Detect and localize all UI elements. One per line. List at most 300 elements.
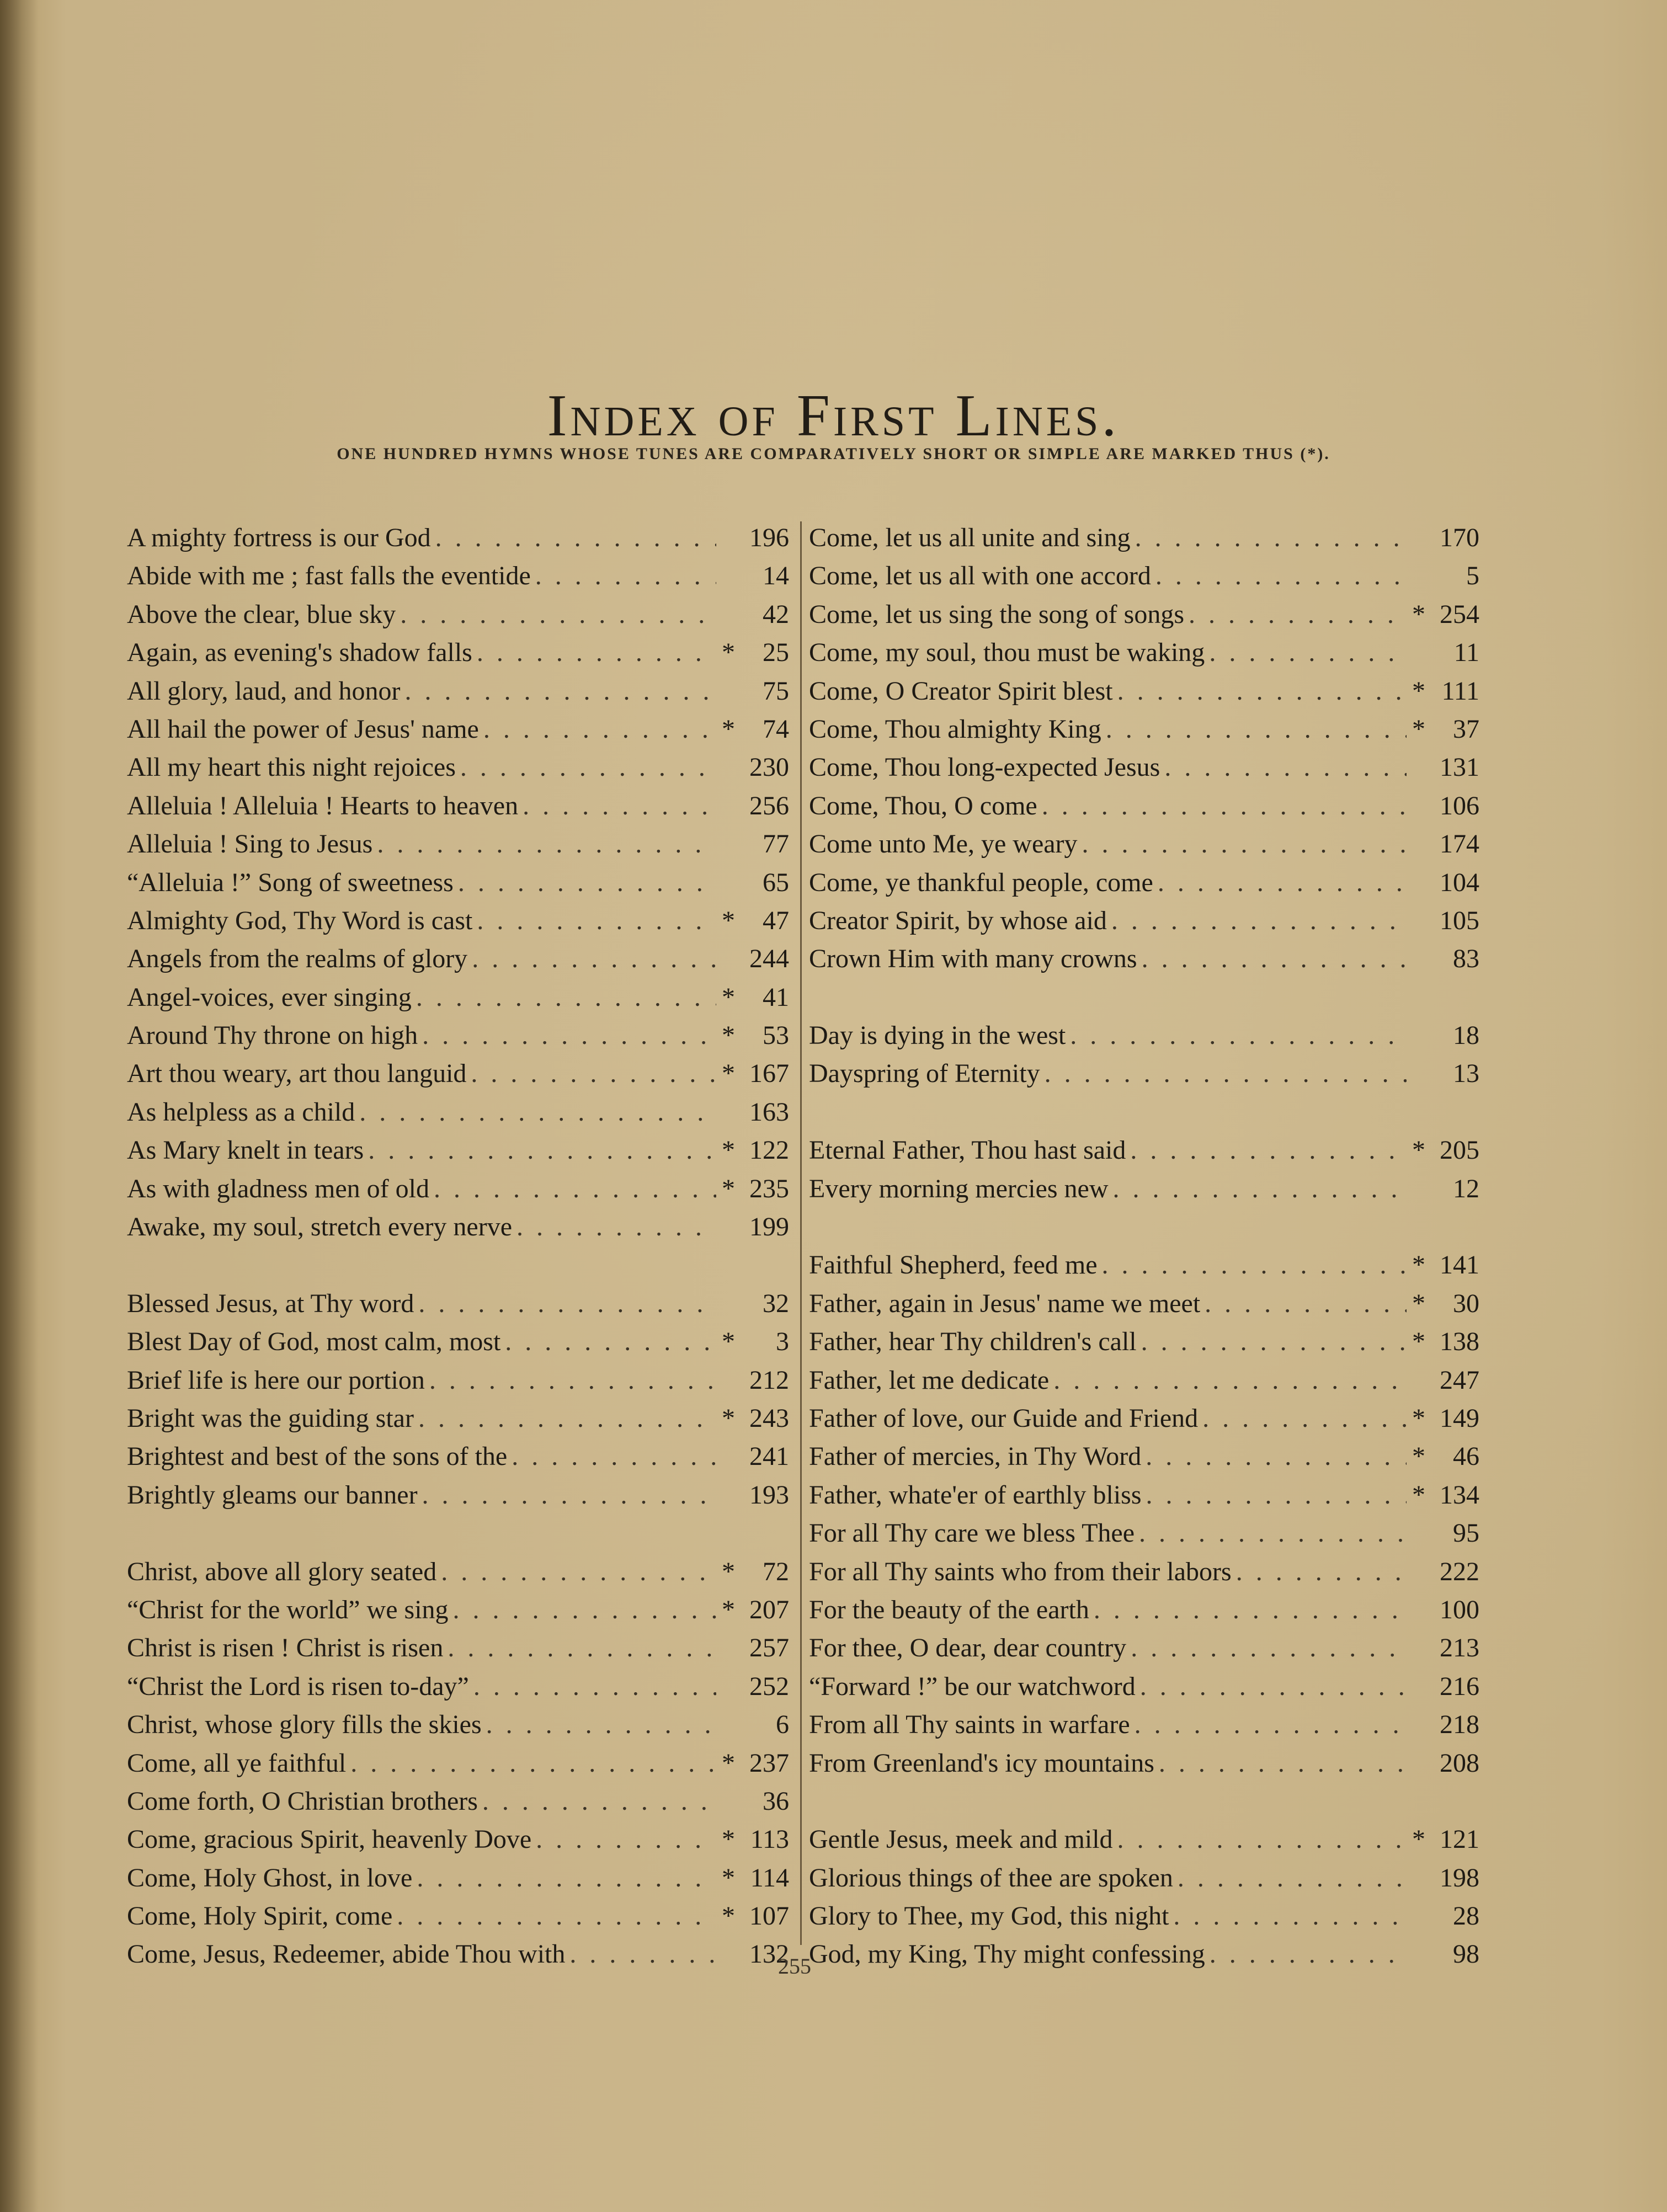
- first-line-text: Brightest and best of the sons of the: [127, 1442, 508, 1472]
- index-entry: [809, 1054, 1479, 1092]
- hymn-number: 65: [763, 867, 789, 897]
- first-line-text: Above the clear, blue sky: [127, 599, 396, 629]
- hymn-number: 42: [763, 599, 789, 629]
- short-tune-mark: *: [1412, 714, 1425, 744]
- dot-leader: [1141, 1323, 1407, 1361]
- first-line-text: Come, Holy Spirit, come: [127, 1901, 393, 1931]
- first-line-text: Father, whate'er of earthly bliss: [809, 1480, 1142, 1510]
- hymn-number: 72: [763, 1557, 789, 1586]
- short-tune-mark: *: [722, 1059, 735, 1089]
- short-tune-mark: *: [722, 1327, 735, 1357]
- first-line-text: As Mary knelt in tears: [127, 1136, 364, 1165]
- short-tune-mark: *: [722, 1403, 735, 1433]
- dot-leader: [460, 748, 716, 786]
- first-line-text: Crown Him with many crowns: [809, 944, 1137, 974]
- first-line-text: All glory, laud, and honor: [127, 676, 401, 706]
- dot-leader: [448, 1629, 716, 1667]
- index-entry: [127, 1170, 789, 1208]
- dot-leader: [535, 557, 716, 595]
- hymn-number: 163: [749, 1097, 789, 1127]
- hymn-number: 32: [763, 1288, 789, 1318]
- index-entry: [809, 1897, 1479, 1935]
- hymn-number: 30: [1453, 1288, 1479, 1318]
- first-line-text: Come, Holy Ghost, in love: [127, 1863, 413, 1893]
- dot-leader: [483, 710, 716, 748]
- index-entry: [127, 519, 789, 557]
- first-line-text: Come, Jesus, Redeemer, abide Thou with: [127, 1939, 566, 1969]
- dot-leader: [434, 1170, 716, 1208]
- index-entry: [127, 940, 789, 978]
- index-entry: [127, 1782, 789, 1820]
- short-tune-mark: *: [722, 1748, 735, 1778]
- dot-leader: [1236, 1553, 1407, 1591]
- hymn-number: 237: [749, 1748, 789, 1778]
- first-line-text: Father of mercies, in Thy Word: [809, 1442, 1142, 1472]
- short-tune-mark: *: [1412, 1442, 1425, 1472]
- short-tune-mark: *: [722, 982, 735, 1012]
- first-line-text: Again, as evening's shadow falls: [127, 638, 472, 668]
- index-entry: [127, 1016, 789, 1054]
- index-column-right: [809, 519, 1479, 1974]
- short-tune-mark: *: [1412, 599, 1425, 629]
- hymn-number: 131: [1440, 753, 1479, 782]
- dot-leader: [1042, 787, 1407, 825]
- dot-leader: [1159, 1744, 1407, 1782]
- hymn-number: 199: [749, 1212, 789, 1242]
- dot-leader: [1209, 633, 1407, 671]
- section-gap: [127, 1514, 789, 1552]
- first-line-text: Brightly gleams our banner: [127, 1480, 418, 1510]
- column-divider: [800, 521, 802, 1945]
- short-tune-mark: *: [722, 1863, 735, 1893]
- hymn-number: 104: [1440, 867, 1479, 897]
- hymn-number: 114: [750, 1863, 789, 1893]
- index-entry: [127, 1323, 789, 1361]
- dot-leader: [1070, 1016, 1407, 1054]
- first-line-text: Come, all ye faithful: [127, 1748, 347, 1778]
- first-line-text: Day is dying in the west: [809, 1021, 1066, 1051]
- hymn-number: 12: [1453, 1174, 1479, 1203]
- dot-leader: [523, 787, 716, 825]
- dot-leader: [1202, 1399, 1407, 1437]
- dot-leader: [1053, 1361, 1407, 1399]
- hymn-number: 3: [776, 1327, 789, 1357]
- hymn-number: 134: [1440, 1480, 1479, 1510]
- index-entry: [127, 1591, 789, 1629]
- index-entry: [127, 1476, 789, 1514]
- short-tune-mark: *: [722, 905, 735, 935]
- index-entry: [809, 1016, 1479, 1054]
- first-line-text: Come, Thou, O come: [809, 791, 1037, 820]
- dot-leader: [435, 519, 716, 557]
- hymn-number: 244: [749, 944, 789, 974]
- first-line-text: Father, hear Thy children's call: [809, 1327, 1137, 1357]
- first-line-text: Father, again in Jesus' name we meet: [809, 1288, 1201, 1318]
- dot-leader: [516, 1208, 716, 1246]
- hymn-number: 141: [1440, 1250, 1479, 1280]
- dot-leader: [536, 1820, 716, 1858]
- first-line-text: Come forth, O Christian brothers: [127, 1786, 478, 1816]
- hymn-number: 196: [749, 523, 789, 552]
- index-entry: [127, 1744, 789, 1782]
- index-entry: [127, 864, 789, 902]
- hymn-number: 252: [749, 1671, 789, 1701]
- hymn-number: 218: [1440, 1710, 1479, 1740]
- first-line-text: Around Thy throne on high: [127, 1021, 418, 1051]
- dot-leader: [359, 1093, 716, 1131]
- dot-leader: [418, 1399, 716, 1437]
- dot-leader: [1135, 519, 1407, 557]
- index-entry: [809, 1246, 1479, 1284]
- dot-leader: [1111, 902, 1407, 940]
- first-line-text: Angel-voices, ever singing: [127, 982, 412, 1012]
- index-entry: [127, 1705, 789, 1744]
- hymn-number: 77: [763, 829, 789, 859]
- hymn-number: 37: [1453, 714, 1479, 744]
- index-entry: [127, 787, 789, 825]
- index-entry: [809, 940, 1479, 978]
- section-gap: [809, 1208, 1479, 1246]
- index-entry: [809, 519, 1479, 557]
- index-entry: [809, 748, 1479, 786]
- index-entry: [809, 1514, 1479, 1552]
- hymn-number: 207: [749, 1595, 789, 1624]
- first-line-text: For all Thy care we bless Thee: [809, 1518, 1135, 1548]
- index-entry: [809, 1361, 1479, 1399]
- index-entry: [127, 825, 789, 863]
- dot-leader: [1112, 1170, 1407, 1208]
- dot-leader: [422, 1476, 716, 1514]
- dot-leader: [1117, 1820, 1407, 1858]
- short-tune-mark: *: [722, 1021, 735, 1051]
- short-tune-mark: *: [1412, 1250, 1425, 1280]
- dot-leader: [477, 902, 716, 940]
- hymn-number: 106: [1440, 791, 1479, 820]
- short-tune-mark: *: [722, 1174, 735, 1203]
- index-entry: [809, 595, 1479, 633]
- hymn-number: 198: [1440, 1863, 1479, 1893]
- first-line-text: As with gladness men of old: [127, 1174, 429, 1203]
- hymn-number: 132: [749, 1939, 789, 1969]
- first-line-text: Father, let me dedicate: [809, 1365, 1050, 1395]
- index-entry: [127, 1859, 789, 1897]
- hymn-number: 121: [1440, 1825, 1479, 1854]
- first-line-text: A mighty fortress is our God: [127, 523, 431, 552]
- index-entry: [127, 1361, 789, 1399]
- short-tune-mark: *: [722, 1825, 735, 1854]
- dot-leader: [441, 1553, 716, 1591]
- short-tune-mark: *: [1412, 1288, 1425, 1318]
- index-entry: [809, 864, 1479, 902]
- index-entry: [809, 1667, 1479, 1705]
- index-entry: [809, 1553, 1479, 1591]
- first-line-text: Almighty God, Thy Word is cast: [127, 905, 473, 935]
- hymn-number: 138: [1440, 1327, 1479, 1357]
- dot-leader: [1139, 1514, 1407, 1552]
- index-entry: [809, 1859, 1479, 1897]
- hymn-number: 174: [1440, 829, 1479, 859]
- first-line-text: Father of love, our Guide and Friend: [809, 1403, 1199, 1433]
- index-entry: [127, 748, 789, 786]
- index-entry: [127, 1629, 789, 1667]
- first-line-text: From Greenland's icy mountains: [809, 1748, 1154, 1778]
- first-line-text: “Forward !” be our watchword: [809, 1671, 1136, 1701]
- dot-leader: [1106, 710, 1407, 748]
- index-entry: [127, 1820, 789, 1858]
- first-line-text: For the beauty of the earth: [809, 1595, 1089, 1624]
- dot-leader: [1164, 748, 1407, 786]
- dot-leader: [416, 978, 716, 1016]
- page-edge-shadow: [0, 0, 39, 2212]
- hymn-number: 111: [1441, 676, 1479, 706]
- short-tune-mark: *: [1412, 1136, 1425, 1165]
- hymn-number: 13: [1453, 1059, 1479, 1089]
- dot-leader: [1082, 825, 1407, 863]
- first-line-text: As helpless as a child: [127, 1097, 355, 1127]
- index-entry: [809, 825, 1479, 863]
- short-tune-mark: *: [1412, 1825, 1425, 1854]
- hymn-number: 212: [749, 1365, 789, 1395]
- hymn-number: 105: [1440, 905, 1479, 935]
- hymn-number: 167: [749, 1059, 789, 1089]
- dot-leader: [477, 633, 716, 671]
- page-number: 255: [778, 1954, 811, 1979]
- index-entry: [127, 633, 789, 671]
- index-entry: [127, 1131, 789, 1169]
- dot-leader: [512, 1437, 716, 1475]
- dot-leader: [1146, 1437, 1407, 1475]
- hymn-number: 213: [1440, 1633, 1479, 1663]
- hymn-number: 193: [749, 1480, 789, 1510]
- hymn-number: 74: [763, 714, 789, 744]
- index-entry: [809, 1399, 1479, 1437]
- hymn-number: 46: [1453, 1442, 1479, 1472]
- first-line-text: Come, let us all unite and sing: [809, 523, 1131, 552]
- dot-leader: [1158, 864, 1407, 902]
- first-line-text: Come, Thou long-expected Jesus: [809, 753, 1160, 782]
- index-entry: [127, 1399, 789, 1437]
- dot-leader: [1205, 1284, 1407, 1323]
- hymn-number: 216: [1440, 1671, 1479, 1701]
- first-line-text: Eternal Father, Thou hast said: [809, 1136, 1126, 1165]
- first-line-text: Every morning mercies new: [809, 1174, 1109, 1203]
- index-entry: [127, 557, 789, 595]
- first-line-text: Art thou weary, art thou languid: [127, 1059, 467, 1089]
- short-tune-mark: *: [1412, 1403, 1425, 1433]
- hymn-number: 222: [1440, 1557, 1479, 1586]
- dot-leader: [1155, 557, 1407, 595]
- hymn-number: 107: [749, 1901, 789, 1931]
- index-entry: [809, 710, 1479, 748]
- first-line-text: For thee, O dear, dear country: [809, 1633, 1127, 1663]
- index-entry: [127, 1553, 789, 1591]
- first-line-text: Come, let us all with one accord: [809, 561, 1151, 591]
- index-entry: [809, 787, 1479, 825]
- first-line-text: Faithful Shepherd, feed me: [809, 1250, 1098, 1280]
- index-entry: [809, 1705, 1479, 1744]
- hymn-number: 5: [1466, 561, 1479, 591]
- first-line-text: Glory to Thee, my God, this night: [809, 1901, 1169, 1931]
- hymn-number: 47: [763, 905, 789, 935]
- dot-leader: [397, 1897, 716, 1935]
- first-line-text: Abide with me ; fast falls the eventide: [127, 561, 531, 591]
- dot-leader: [417, 1859, 716, 1897]
- first-line-text: Awake, my soul, stretch every nerve: [127, 1212, 513, 1242]
- hymn-number: 208: [1440, 1748, 1479, 1778]
- index-entry: [127, 1208, 789, 1246]
- dot-leader: [1117, 672, 1407, 710]
- page-subtitle: ONE HUNDRED HYMNS WHOSE TUNES ARE COMPARATIVELY SHORT OR SIMPLE ARE MARKED THUS (*).: [337, 445, 1330, 463]
- dot-leader: [1140, 1667, 1407, 1705]
- index-entry: [809, 557, 1479, 595]
- page-title: Index of First Lines.: [547, 383, 1120, 449]
- index-entry: [809, 1170, 1479, 1208]
- hymn-number: 28: [1453, 1901, 1479, 1931]
- short-tune-mark: *: [1412, 1480, 1425, 1510]
- first-line-text: Angels from the realms of glory: [127, 944, 468, 974]
- hymn-number: 41: [763, 982, 789, 1012]
- first-line-text: Brief life is here our portion: [127, 1365, 425, 1395]
- index-entry: [809, 1437, 1479, 1475]
- hymn-number: 230: [749, 753, 789, 782]
- first-line-text: Come, let us sing the song of songs: [809, 599, 1184, 629]
- hymn-number: 36: [763, 1786, 789, 1816]
- short-tune-mark: *: [1412, 676, 1425, 706]
- short-tune-mark: *: [1412, 1327, 1425, 1357]
- first-line-text: Bright was the guiding star: [127, 1403, 414, 1433]
- dot-leader: [1146, 1476, 1407, 1514]
- hymn-number: 18: [1453, 1021, 1479, 1051]
- dot-leader: [1135, 1705, 1407, 1744]
- dot-leader: [486, 1705, 716, 1744]
- short-tune-mark: *: [722, 1136, 735, 1165]
- hymn-number: 14: [763, 561, 789, 591]
- dot-leader: [400, 595, 716, 633]
- index-entry: [809, 1131, 1479, 1169]
- first-line-text: Alleluia ! Alleluia ! Hearts to heaven: [127, 791, 519, 820]
- hymn-number: 113: [750, 1825, 789, 1854]
- first-line-text: Creator Spirit, by whose aid: [809, 905, 1107, 935]
- first-line-text: God, my King, Thy might confessing: [809, 1939, 1205, 1969]
- dot-leader: [418, 1284, 716, 1323]
- first-line-text: Christ, whose glory fills the skies: [127, 1710, 482, 1740]
- first-line-text: “Alleluia !” Song of sweetness: [127, 867, 454, 897]
- first-line-text: Dayspring of Eternity: [809, 1059, 1040, 1089]
- dot-leader: [1142, 940, 1407, 978]
- short-tune-mark: *: [722, 638, 735, 668]
- dot-leader: [1130, 1131, 1407, 1169]
- dot-leader: [429, 1361, 716, 1399]
- index-entry: [809, 633, 1479, 671]
- section-gap: [127, 1246, 789, 1284]
- dot-leader: [368, 1131, 716, 1169]
- index-entry: [809, 902, 1479, 940]
- dot-leader: [1189, 595, 1407, 633]
- dot-leader: [350, 1744, 716, 1782]
- first-line-text: All my heart this night rejoices: [127, 753, 456, 782]
- index-entry: [809, 672, 1479, 710]
- first-line-text: For all Thy saints who from their labors: [809, 1557, 1232, 1586]
- hymn-number: 25: [763, 638, 789, 668]
- section-gap: [809, 1782, 1479, 1820]
- dot-leader: [422, 1016, 716, 1054]
- dot-leader: [472, 940, 716, 978]
- hymn-number: 241: [749, 1442, 789, 1472]
- index-entry: [127, 978, 789, 1016]
- index-entry: [809, 1284, 1479, 1323]
- hymn-number: 95: [1453, 1518, 1479, 1548]
- dot-leader: [458, 864, 716, 902]
- first-line-text: Blessed Jesus, at Thy word: [127, 1288, 414, 1318]
- index-entry: [127, 1437, 789, 1475]
- index-entry: [809, 1591, 1479, 1629]
- section-gap: [809, 978, 1479, 1016]
- dot-leader: [404, 672, 716, 710]
- first-line-text: Blest Day of God, most calm, most: [127, 1327, 501, 1357]
- index-entry: [127, 1093, 789, 1131]
- index-entry: [809, 1820, 1479, 1858]
- dot-leader: [471, 1054, 716, 1092]
- index-entry: [809, 1629, 1479, 1667]
- dot-leader: [453, 1591, 716, 1629]
- dot-leader: [473, 1667, 716, 1705]
- dot-leader: [1094, 1591, 1407, 1629]
- first-line-text: Christ, above all glory seated: [127, 1557, 437, 1586]
- short-tune-mark: *: [722, 1595, 735, 1624]
- short-tune-mark: *: [722, 1557, 735, 1586]
- first-line-text: Come, ye thankful people, come: [809, 867, 1153, 897]
- hymn-number: 254: [1440, 599, 1479, 629]
- hymn-number: 235: [749, 1174, 789, 1203]
- dot-leader: [1131, 1629, 1407, 1667]
- short-tune-mark: *: [722, 1901, 735, 1931]
- hymn-number: 257: [749, 1633, 789, 1663]
- index-entry: [127, 672, 789, 710]
- index-entry: [127, 1667, 789, 1705]
- index-entry: [127, 902, 789, 940]
- index-entry: [809, 1323, 1479, 1361]
- hymn-number: 6: [776, 1710, 789, 1740]
- index-entry: [809, 1476, 1479, 1514]
- hymn-number: 98: [1453, 1939, 1479, 1969]
- dot-leader: [1173, 1897, 1407, 1935]
- hymn-number: 53: [763, 1021, 789, 1051]
- dot-leader: [1178, 1859, 1407, 1897]
- hymn-number: 75: [763, 676, 789, 706]
- hymn-number: 256: [749, 791, 789, 820]
- dot-leader: [377, 825, 716, 863]
- hymn-number: 83: [1453, 944, 1479, 974]
- hymn-number: 247: [1440, 1365, 1479, 1395]
- index-entry: [127, 1284, 789, 1323]
- first-line-text: Come, my soul, thou must be waking: [809, 638, 1205, 668]
- first-line-text: All hail the power of Jesus' name: [127, 714, 479, 744]
- index-entry: [127, 1897, 789, 1935]
- index-entry: [127, 1054, 789, 1092]
- dot-leader: [1045, 1054, 1407, 1092]
- hymn-number: 243: [749, 1403, 789, 1433]
- index-entry: [127, 595, 789, 633]
- section-gap: [809, 1093, 1479, 1131]
- first-line-text: “Christ for the world” we sing: [127, 1595, 449, 1624]
- hymn-number: 11: [1453, 638, 1479, 668]
- first-line-text: “Christ the Lord is risen to-day”: [127, 1671, 469, 1701]
- first-line-text: Glorious things of thee are spoken: [809, 1863, 1173, 1893]
- first-line-text: From all Thy saints in warfare: [809, 1710, 1130, 1740]
- index-column-left: [127, 519, 789, 1974]
- first-line-text: Come unto Me, ye weary: [809, 829, 1078, 859]
- dot-leader: [1102, 1246, 1407, 1284]
